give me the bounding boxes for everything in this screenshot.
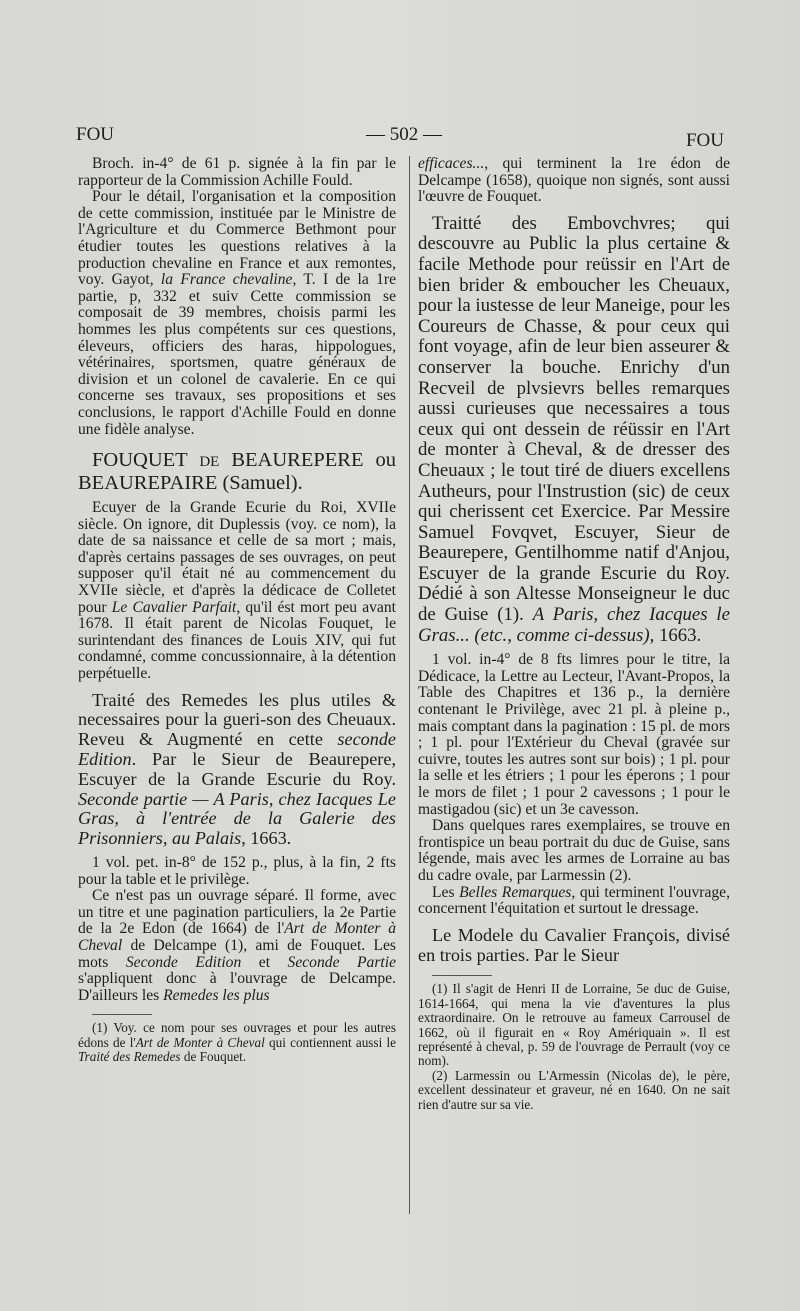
running-header: [76, 124, 724, 150]
footnote: (1) Voy. ce nom pour ses ouvrages et pour les autres édons de l'Art de Monter à Cheval qui contiennent aussi le Traité des Remedes de Fouquet.: [78, 1020, 396, 1065]
footnote-rule: [432, 975, 492, 976]
paragraph: Dans quelques rares exemplaires, se trouve en frontispice un beau portrait du duc de Guise, sans légende, mais avec les armes de Lorraine au bas du cadre ovale, par Larmessin (2).: [418, 817, 730, 884]
paragraph: Les Belles Remarques, qui terminent l'ouvrage, concernent l'équitation et surtout le dressage.: [418, 883, 731, 918]
right-column: [418, 156, 730, 1112]
paragraph: 1 vol. pet. in-8° de 152 p., plus, à la fin, 2 fts pour la table et le privilège.: [78, 854, 396, 888]
footnote: (1) Il s'agit de Henri II de Lorraine, 5e duc de Guise, 1614-1664, qui mena la vie d'aventures la plus extraordinaire. On le retrouve au fameux Carrousel de 1662, où il figurait en « Roy Amériquain ». Il est représenté à cheval, p. 59 de l'ouvrage de Perrault (voy ce nom).: [418, 981, 730, 1069]
book-title: Traité des Remedes les plus utiles & necessaires pour la gueri-son des Cheuaux. Reveu & Augmenté en cette seconde Edition. Par le Sieur de Beaurepere, Escuyer de la Grande Escurie du Roy. Seconde partie — A Paris, chez Iacques Le Gras, à l'entrée de la Galerie des Prisonniers, au Palais, 1663.: [78, 689, 396, 849]
footnote-rule: [92, 1014, 152, 1015]
entry-heading: FOUQUET DE BEAUREPERE ou BEAUREPAIRE (Samuel).: [78, 449, 396, 495]
header-left: FOU: [76, 124, 115, 145]
page-number: — 502 —: [366, 124, 442, 145]
column-rule: [409, 156, 410, 1214]
header-right: FOU: [685, 130, 724, 151]
paragraph: efficaces..., qui terminent la 1re édon de Delcampe (1658), quoique non signés, sont aussi l'œuvre de Fouquet.: [418, 155, 730, 206]
book-title: Le Modele du Cavalier François, divisé en trois parties. Par le Sieur: [418, 924, 730, 965]
paragraph: 1 vol. in-4° de 8 fts limres pour le titre, la Dédicace, la Lettre au Lecteur, l'Avant-Propos, la Table des Chapitres et 136 p., la dernière contenant le Privilège, avec 21 pl. à pleine p., mais comptant dans la pagination : 15 pl. de mors ; 1 pl. pour l'Extérieur du Cheval (gravée sur cuivre, toutes les autres sont sur bois) ; 1 pl. pour la selle et les étriers ; 1 pour les éperons ; 1 pour le mors de filet ; 1 pour 2 cavessons ; 1 pour le mastigadou (sic) et un 3e cavesson.: [418, 651, 730, 818]
paragraph: Broch. in-4° de 61 p. signée à la fin par le rapporteur de la Commission Achille Fould.: [78, 155, 396, 189]
paragraph: Ecuyer de la Grande Ecurie du Roi, XVIIe siècle. On ignore, dit Duplessis (voy. ce nom), la date de sa naissance et celle de sa mort ; mais, d'après certains passages de ses ouvrages, on peut supposer qu'il était né au commencement du XVIIe siècle, et d'après la dédicace de Colletet pour Le Cavalier Parfait, qu'il ést mort peu avant 1678. Il était parent de Nicolas Fouquet, le surintendant des finances de Louis XIV, qui fut condamné, comme concussionnaire, à la détention perpétuelle.: [78, 499, 396, 683]
paragraph: Ce n'est pas un ouvrage séparé. Il forme, avec un titre et une pagination particuliers, la 2e Partie de la 2e Edon (de 1664) de l'Art de Monter à Cheval de Delcampe (1), ami de Fouquet. Les mots Seconde Edition et Seconde Partie s'appliquent donc à l'ouvrage de Delcampe. D'ailleurs les Remedes les plus: [78, 887, 396, 1004]
left-column: [78, 156, 396, 1065]
footnote: (2) Larmessin ou L'Armessin (Nicolas de), le père, excellent dessinateur et graveur, né en 1640. On ne sait rien d'autre sur sa vie.: [418, 1067, 730, 1112]
book-title: Traitté des Embovchvres; qui descouvre au Public la plus certaine & facile Methode pour reüssir en l'Art de bien brider & emboucher les Cheuaux, pour la iustesse de leur Maneige, pour les Coureurs de Chasse, & pour ceux qui font voyage, afin de leur bien asseurer & conserver la bouche. Enrichy d'un Recveil de plvsievrs belles remarques aussi curieuses que necessaires a tous ceux qui ont dessein de réüssir en l'Art de monter à Cheval, & de dresser des Cheuaux ; le tout tiré de diuers excellens Autheurs, pour l'Instrustion (sic) de ceux qui cherissent cet Exercice. Par Messire Samuel Fovqvet, Escuyer, Sieur de Beaurepere, Gentilhomme natif d'Anjou, Escuyer de la grande Escurie du Roy. Dédié à son Altesse Monseigneur le duc de Guise (1). A Paris, chez Iacques le Gras... (etc., comme ci-dessus), 1663.: [418, 212, 730, 646]
paragraph: Pour le détail, l'organisation et la composition de cette commission, instituée par le Ministre de l'Agriculture et du Commerce Bethmont pour étudier toutes les questions relatives à la production chevaline en France et aux remontes, voy. Gayot, la France chevaline, T. I de la 1re partie, p, 332 et suiv Cette commission se composait de 39 membres, choisis parmi les hommes les plus compétents sur ces questions, éleveurs, officiers des haras, hippologues, vétérinaires, sportsmen, quatre généraux de division et un colonel de cavalerie. En ce qui concerne ses travaux, ses propositions et ses conclusions, le rapport d'Achille Fould en donne une fidèle analyse.: [78, 188, 396, 438]
